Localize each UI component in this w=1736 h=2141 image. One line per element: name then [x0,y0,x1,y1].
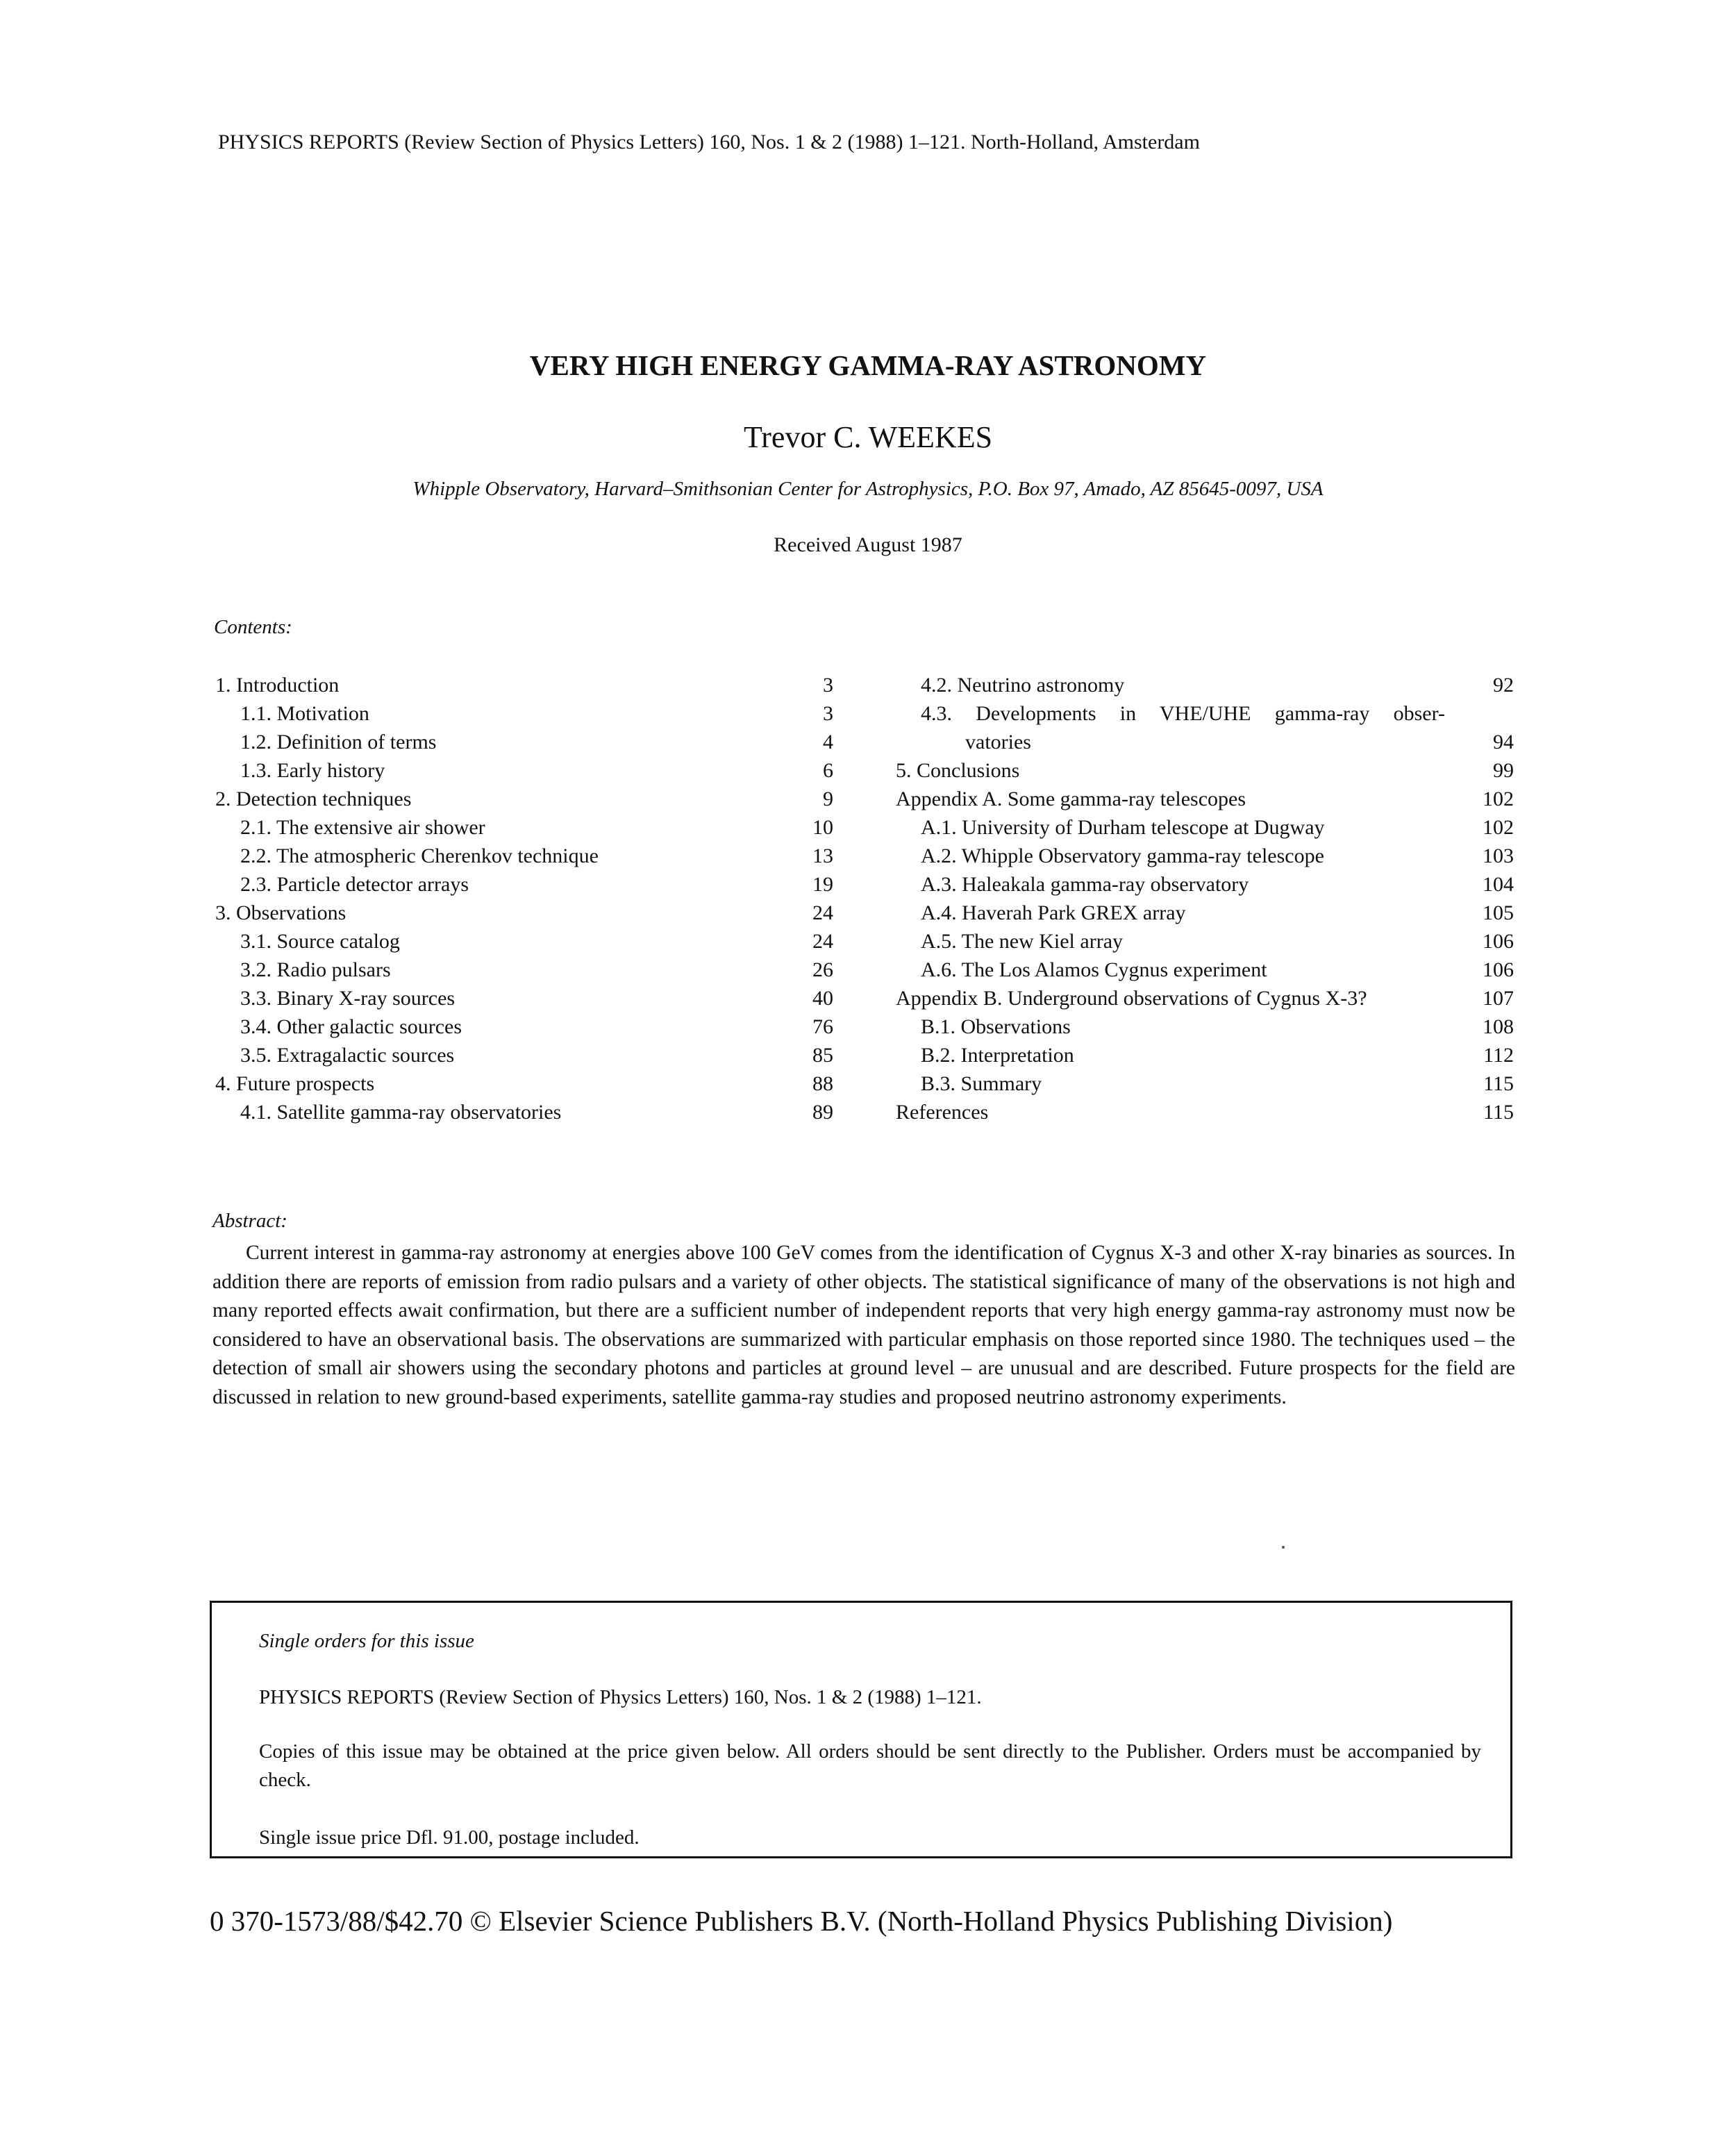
toc-entry: B.1. Observations 108 [921,1015,1514,1038]
toc-entry: 3.1. Source catalog 24 [240,930,833,953]
toc-entry: 4.2. Neutrino astronomy 92 [921,674,1514,697]
orders-heading: Single orders for this issue [259,1630,474,1652]
toc-entry: References 115 [896,1101,1514,1124]
toc-entry: 5. Conclusions 99 [896,759,1514,782]
toc-entry: 2.3. Particle detector arrays 19 [240,873,833,896]
toc-entry: 2.1. The extensive air shower 10 [240,816,833,839]
paper-title: VERY HIGH ENERGY GAMMA-RAY ASTRONOMY [529,349,1207,381]
toc-entry: B.2. Interpretation 112 [921,1044,1514,1067]
toc-entry: A.4. Haverah Park GREX array 105 [921,901,1514,924]
journal-header: PHYSICS REPORTS (Review Section of Physics Letters) 160, Nos. 1 & 2 (1988) 1–121. North-Holland, Amsterdam [218,131,1200,153]
abstract-label: Abstract: [212,1210,287,1232]
toc-entry: A.2. Whipple Observatory gamma-ray telescope 103 [921,844,1514,867]
toc-entry: Appendix B. Underground observations of Cygnus X-3? 107 [896,987,1514,1010]
toc-entry: 3. Observations 24 [215,901,833,924]
toc-entry: B.3. Summary 115 [921,1072,1514,1095]
toc-right-column [896,671,1514,1126]
contents-label: Contents: [214,616,292,638]
stray-dot [1282,1546,1285,1549]
copyright-line: 0 370-1573/88/$42.70 © Elsevier Science Publishers B.V. (North-Holland Physics Publishing Division) [210,1905,1393,1937]
toc-entry: A.3. Haleakala gamma-ray observatory 104 [921,873,1514,896]
toc-entry: 3.5. Extragalactic sources 85 [240,1044,833,1067]
orders-price: Single issue price Dfl. 91.00, postage included. [259,1826,640,1849]
single-orders-box [210,1601,1512,1858]
toc-entry: 2. Detection techniques 9 [215,788,833,810]
toc-entry: A.5. The new Kiel array 106 [921,930,1514,953]
orders-reference: PHYSICS REPORTS (Review Section of Physics Letters) 160, Nos. 1 & 2 (1988) 1–121. [259,1686,982,1708]
toc-entry: Appendix A. Some gamma-ray telescopes 102 [896,788,1514,810]
orders-copies-text: Copies of this issue may be obtained at the price given below. All orders should be sent directly to the Publisher. Orders must be accompanied by check. [259,1740,1481,1791]
toc-entry: 3.3. Binary X-ray sources 40 [240,987,833,1010]
toc-entry: 2.2. The atmospheric Cherenkov technique 13 [240,844,833,867]
toc-entry: 4. Future prospects 88 [215,1072,833,1095]
toc-entry: 1.3. Early history 6 [240,759,833,782]
received-date: Received August 1987 [774,533,962,556]
abstract-text: Current interest in gamma-ray astronomy at energies above 100 GeV comes from the identification of Cygnus X-3 and other X-ray binaries as sources. In addition there are reports of emission from radio pulsars and a variety of other objects. The statistical significance of many of the observations is not high and many reported effects await confirmation, but there are a sufficient number of independent reports that very high energy gamma-ray astronomy must now be considered to have an observational basis. The observations are summarized with particular emphasis on those reported since 1980. The techniques used – the detection of small air showers using the secondary photons and particles at ground level – are unusual and are described. Future prospects for the field are discussed in relation to new ground-based experiments, satellite gamma-ray studies and proposed neutrino astronomy experiments. [212,1242,1515,1408]
toc-entry: A.6. The Los Alamos Cygnus experiment 106 [921,958,1514,981]
toc-entry: A.1. University of Durham telescope at Dugway 102 [921,816,1514,839]
toc-entry: 1.1. Motivation 3 [240,702,833,725]
author-affiliation: Whipple Observatory, Harvard–Smithsonian Center for Astrophysics, P.O. Box 97, Amado, AZ 85645-0097, USA [412,478,1324,500]
toc-entry: 3.2. Radio pulsars 26 [240,958,833,981]
toc-entry: 4.1. Satellite gamma-ray observatories 89 [240,1101,833,1124]
toc-entry: 1. Introduction 3 [215,674,833,697]
toc-entry: 4.3. Developments in VHE/UHE gamma-ray obser- vatories 94 [921,702,1514,753]
toc-entry: 1.2. Definition of terms 4 [240,731,833,753]
author-name: Trevor C. WEEKES [743,420,993,454]
toc-entry: 3.4. Other galactic sources 76 [240,1015,833,1038]
toc-left-column [215,671,833,1126]
